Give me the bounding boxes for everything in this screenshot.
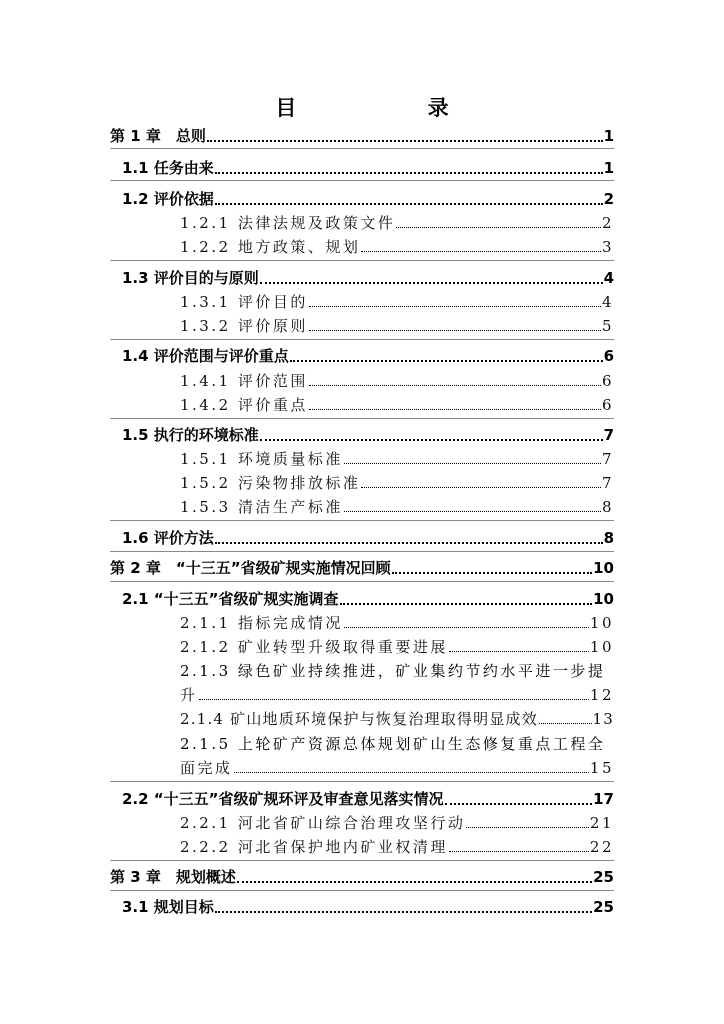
divider [110, 260, 614, 261]
toc-label: 2.2.1 河北省矿山综合治理攻坚行动 [180, 814, 466, 832]
toc-section-1-4[interactable] [122, 345, 614, 367]
toc-label: 1.1 任务由来 [122, 159, 214, 177]
leader-dots [215, 203, 603, 205]
leader-dots [234, 772, 589, 773]
toc-label: 1.4 评价范围与评价重点 [122, 347, 289, 365]
toc-label: 1.5.3 清洁生产标准 [180, 498, 343, 516]
toc-section-3-1[interactable] [122, 896, 614, 918]
leader-dots [237, 881, 592, 883]
toc-subsection-1-2-2[interactable] [180, 236, 614, 258]
toc-subsection-1-3-1[interactable] [180, 291, 614, 313]
leader-dots [199, 699, 589, 700]
divider [110, 418, 614, 419]
toc-label: 2.2.2 河北省保护地内矿业权清理 [180, 838, 448, 856]
toc-subsection-1-2-1[interactable] [180, 212, 614, 234]
toc-page-number: 3 [601, 238, 614, 256]
toc-page-number: 15 [589, 759, 614, 777]
divider [110, 551, 614, 552]
leader-dots [539, 723, 592, 724]
toc-page-number: 7 [601, 474, 614, 492]
toc-label: 第 2 章 “十三五”省级矿规实施情况回顾 [110, 559, 391, 577]
toc-subsection-2-1-1[interactable] [180, 612, 614, 634]
toc-subsection-2-1-3-line1[interactable]: 2.1.3 绿色矿业持续推进，矿业集约节约水平进一步提 [180, 662, 606, 680]
leader-dots [309, 409, 601, 410]
divider [110, 860, 614, 861]
toc-label: 2.1.1 指标完成情况 [180, 614, 343, 632]
toc-label: 1.6 评价方法 [122, 529, 214, 547]
leader-dots [207, 140, 603, 142]
toc-section-1-5[interactable] [122, 424, 614, 446]
toc-page-number: 10 [589, 614, 614, 632]
toc-label: 面完成 [180, 759, 233, 777]
toc-subsection-2-2-2[interactable] [180, 836, 614, 858]
toc-label: 1.2 评价依据 [122, 190, 214, 208]
toc-subsection-1-4-1[interactable] [180, 370, 614, 392]
toc-label: 2.2 “十三五”省级矿规环评及审查意见落实情况 [122, 790, 444, 808]
divider [110, 148, 614, 149]
toc-page-number: 8 [603, 529, 614, 547]
toc-subsection-1-5-3[interactable] [180, 496, 614, 518]
toc-page-number: 10 [593, 559, 614, 577]
toc-page-number: 22 [589, 838, 614, 856]
toc-subsection-2-1-2[interactable] [180, 636, 614, 658]
leader-dots [344, 627, 589, 628]
toc-label: 1.3.1 评价目的 [180, 293, 308, 311]
toc-label: 1.4.1 评价范围 [180, 372, 308, 390]
toc-page-number: 2 [601, 214, 614, 232]
leader-dots [449, 851, 589, 852]
toc-page-number: 4 [601, 293, 614, 311]
leader-dots [309, 306, 601, 307]
toc-subsection-2-1-3[interactable] [180, 684, 614, 706]
divider [110, 520, 614, 521]
leader-dots [309, 330, 601, 331]
toc-section-2-1[interactable] [122, 588, 614, 610]
leader-dots [260, 439, 603, 441]
toc-label: 2.1.4 矿山地质环境保护与恢复治理取得明显成效 [180, 710, 538, 728]
toc-label: 升 [180, 686, 198, 704]
toc-page-number: 7 [601, 450, 614, 468]
toc-page-number: 1 [603, 159, 614, 177]
leader-dots [215, 542, 603, 544]
toc-label: 1.2.1 法律法规及政策文件 [180, 214, 396, 232]
toc-label: 1.5.2 污染物排放标准 [180, 474, 361, 492]
divider [110, 781, 614, 782]
leader-dots [449, 651, 589, 652]
divider [110, 180, 614, 181]
toc-subsection-2-1-5-line1[interactable]: 2.1.5 上轮矿产资源总体规划矿山生态修复重点工程全 [180, 735, 606, 753]
toc-section-2-2[interactable] [122, 788, 614, 810]
toc-label: 1.5.1 环境质量标准 [180, 450, 343, 468]
page-title: 目 录 [275, 96, 511, 120]
toc-page-number: 1 [603, 127, 614, 145]
toc-label: 第 1 章 总则 [110, 127, 206, 145]
toc-label: 3.1 规划目标 [122, 898, 214, 916]
toc-chapter-3[interactable] [110, 866, 614, 888]
toc-section-1-3[interactable] [122, 267, 614, 289]
toc-label: 1.3 评价目的与原则 [122, 269, 259, 287]
toc-page-number: 25 [593, 868, 614, 886]
toc-section-1-2[interactable] [122, 188, 614, 210]
toc-page-number: 7 [603, 426, 614, 444]
leader-dots [215, 172, 603, 174]
toc-subsection-2-2-1[interactable] [180, 812, 614, 834]
leader-dots [290, 360, 603, 362]
toc-chapter-2[interactable] [110, 557, 614, 579]
toc-page-number: 6 [601, 396, 614, 414]
toc-subsection-1-4-2[interactable] [180, 394, 614, 416]
leader-dots [344, 463, 601, 464]
toc-section-1-6[interactable] [122, 527, 614, 549]
toc-label: 1.2.2 地方政策、规划 [180, 238, 361, 256]
toc-page-number: 6 [601, 372, 614, 390]
toc-page-number: 21 [589, 814, 614, 832]
leader-dots [340, 603, 593, 605]
leader-dots [392, 572, 593, 574]
divider [110, 581, 614, 582]
leader-dots [344, 511, 601, 512]
toc-page-number: 17 [593, 790, 614, 808]
toc-page-number: 6 [603, 347, 614, 365]
toc-label: 1.5 执行的环境标准 [122, 426, 259, 444]
toc-page-number: 12 [589, 686, 614, 704]
toc-section-1-1[interactable] [122, 157, 614, 179]
toc-page-number: 5 [601, 317, 614, 335]
toc-page-number: 10 [589, 638, 614, 656]
toc-subsection-2-1-4[interactable] [180, 708, 614, 730]
toc-label: 1.4.2 评价重点 [180, 396, 308, 414]
leader-dots [361, 487, 601, 488]
toc-label: 1.3.2 评价原则 [180, 317, 308, 335]
toc-label: 2.1 “十三五”省级矿规实施调查 [122, 590, 339, 608]
toc-label: 第 3 章 规划概述 [110, 868, 236, 886]
toc-subsection-2-1-5[interactable] [180, 757, 614, 779]
leader-dots [466, 827, 588, 828]
divider [110, 339, 614, 340]
toc-subsection-1-5-1[interactable] [180, 448, 614, 470]
toc-page-number: 13 [592, 710, 614, 728]
toc-page-number: 10 [593, 590, 614, 608]
toc-page-number: 25 [593, 898, 614, 916]
leader-dots [445, 803, 593, 805]
toc-chapter-1[interactable] [110, 125, 614, 147]
toc-subsection-1-5-2[interactable] [180, 472, 614, 494]
toc-page-number: 4 [603, 269, 614, 287]
divider [110, 890, 614, 891]
leader-dots [215, 911, 592, 913]
toc-page-number: 8 [601, 498, 614, 516]
leader-dots [309, 385, 601, 386]
toc-page-number: 2 [603, 190, 614, 208]
leader-dots [260, 282, 603, 284]
toc-subsection-1-3-2[interactable] [180, 315, 614, 337]
toc-label: 2.1.2 矿业转型升级取得重要进展 [180, 638, 448, 656]
leader-dots [361, 251, 601, 252]
leader-dots [396, 227, 601, 228]
